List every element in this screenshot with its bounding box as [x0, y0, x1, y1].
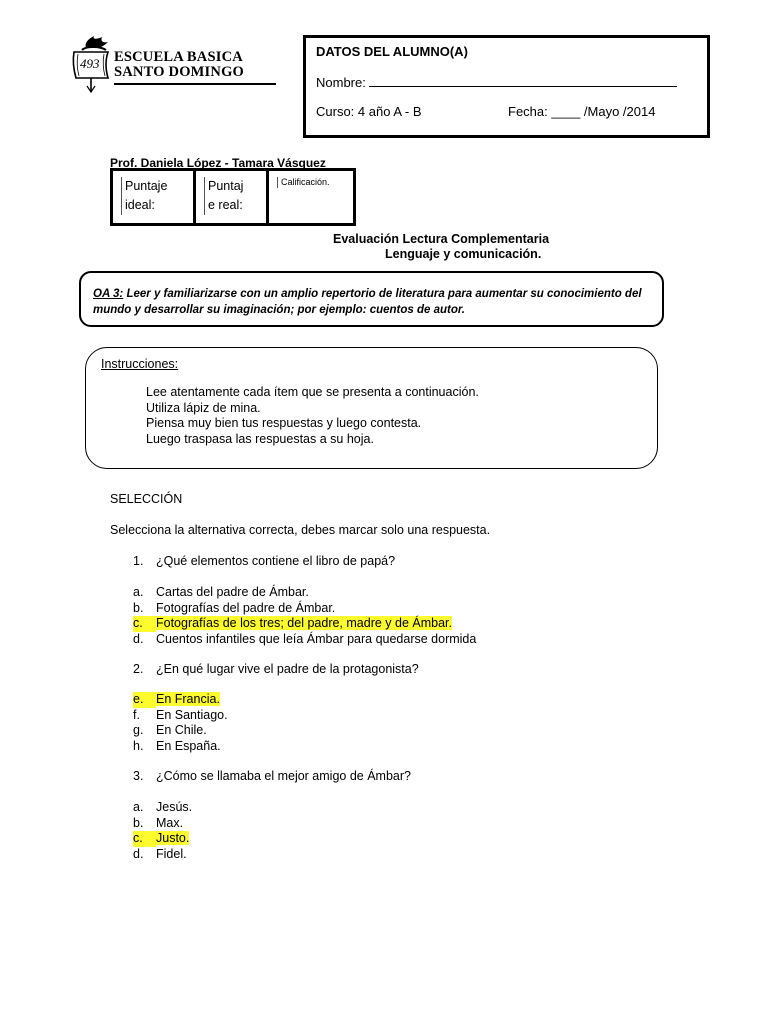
score-real-cell[interactable]: [195, 170, 268, 225]
option-c-selected[interactable]: c. Justo.: [133, 831, 190, 845]
option-c-selected[interactable]: c. Fotografías de los tres; del padre, madre y de Ámbar.: [133, 616, 452, 630]
score-table: [110, 168, 356, 226]
name-blank-line[interactable]: [369, 74, 677, 87]
option-text: Cartas del padre de Ámbar.: [156, 585, 309, 599]
score-ideal-cell[interactable]: [112, 170, 195, 225]
school-name-underline: [114, 83, 276, 85]
instructions-box: [85, 347, 658, 469]
course-label: Curso:: [316, 104, 355, 119]
instructions-title: Instrucciones:: [101, 357, 179, 371]
score-real-label-2: e real:: [208, 198, 243, 212]
option-b[interactable]: b. Max.: [133, 815, 184, 830]
section-prompt: Selecciona la alternativa correcta, debes marcar solo una respuesta.: [110, 523, 491, 537]
question-2-options: [133, 692, 228, 754]
option-text: Jesús.: [156, 800, 193, 814]
school-name-line2: SANTO DOMINGO: [114, 64, 245, 80]
student-data-title: DATOS DEL ALUMNO(A): [316, 44, 468, 59]
instruction-line: Luego traspasa las respuestas a su hoja.: [146, 431, 374, 446]
objective-box: [79, 271, 664, 327]
option-text: Fidel.: [156, 846, 187, 861]
option-g[interactable]: g. En Chile.: [133, 723, 207, 737]
instructions-list: [146, 385, 479, 447]
course-field: [316, 104, 422, 119]
date-field: [508, 104, 655, 119]
option-e-selected[interactable]: e. En Francia.: [133, 692, 220, 706]
evaluation-title: Evaluación Lectura Complementaria: [333, 232, 550, 246]
option-text: Fotografías del padre de Ámbar.: [156, 600, 336, 615]
question-1: [133, 554, 395, 568]
emblem-number: 493: [80, 56, 100, 71]
date-value: ____ /Mayo /2014: [551, 104, 656, 119]
instruction-line: Utiliza lápiz de mina.: [146, 400, 261, 415]
option-d[interactable]: d. Fidel.: [133, 846, 187, 861]
option-a[interactable]: a. Jesús.: [133, 800, 193, 814]
question-3: [133, 769, 411, 783]
professors-line: Prof. Daniela López - Tamara Vásquez: [110, 156, 326, 170]
option-text: En Chile.: [156, 723, 207, 737]
option-d[interactable]: d. Cuentos infantiles que leía Ámbar para quedarse dormida: [133, 631, 477, 646]
question-number: 1.: [133, 554, 144, 568]
name-field[interactable]: [316, 74, 677, 90]
score-real-label-1: Puntaj: [208, 179, 244, 193]
student-data-box: [303, 35, 710, 138]
question-number: 2.: [133, 662, 144, 676]
instruction-line: Lee atentamente cada ítem que se presenta a continuación.: [146, 385, 479, 399]
question-text: ¿Qué elementos contiene el libro de papá?: [156, 554, 396, 568]
score-ideal-label-2: ideal:: [125, 198, 155, 212]
option-b[interactable]: b. Fotografías del padre de Ámbar.: [133, 600, 336, 615]
option-text: Max.: [156, 815, 184, 830]
question-1-options: [133, 585, 476, 647]
option-text-highlighted: Justo.: [156, 831, 190, 845]
grade-label: Calificación.: [277, 177, 349, 188]
question-number: 3.: [133, 769, 144, 783]
score-ideal-label-1: Puntaje: [125, 179, 168, 193]
date-label: Fecha:: [508, 104, 548, 119]
objective-label: OA 3:: [93, 288, 124, 300]
subject-name: Lenguaje y comunicación: [385, 247, 538, 261]
option-text: En España.: [156, 738, 221, 753]
option-text: En Santiago.: [156, 707, 228, 722]
option-text-highlighted: En Francia.: [156, 692, 220, 706]
question-text: ¿En qué lugar vive el padre de la protagonista?: [156, 662, 419, 676]
course-value: 4 año A - B: [357, 104, 422, 119]
evaluation-subtitle: Lenguaje y comunicación.: [385, 247, 542, 261]
question-3-options: [133, 800, 192, 862]
objective-text: Leer y familiarizarse con un amplio repertorio de literatura para aumentar su conocimiento del mundo y desarrollar su imaginación; por ejemplo: cuentos de autor.: [93, 288, 642, 316]
option-a[interactable]: a. Cartas del padre de Ámbar.: [133, 585, 309, 599]
option-text-highlighted: Fotografías de los tres; del padre, madre y de Ámbar.: [156, 616, 452, 630]
school-name: [114, 50, 244, 80]
school-logo: [70, 34, 260, 98]
question-2: [133, 662, 419, 676]
instruction-line: Piensa muy bien tus respuestas y luego contesta.: [146, 416, 422, 430]
question-text: ¿Cómo se llamaba el mejor amigo de Ámbar?: [156, 769, 411, 783]
grade-cell[interactable]: [268, 170, 355, 225]
option-text: Cuentos infantiles que leía Ámbar para quedarse dormida: [156, 631, 477, 646]
school-name-line1: ESCUELA BASICA: [114, 49, 243, 65]
option-h[interactable]: h. En España.: [133, 738, 221, 753]
section-title: SELECCIÓN: [110, 492, 183, 506]
option-f[interactable]: f. En Santiago.: [133, 707, 228, 722]
name-label: Nombre:: [316, 75, 366, 90]
